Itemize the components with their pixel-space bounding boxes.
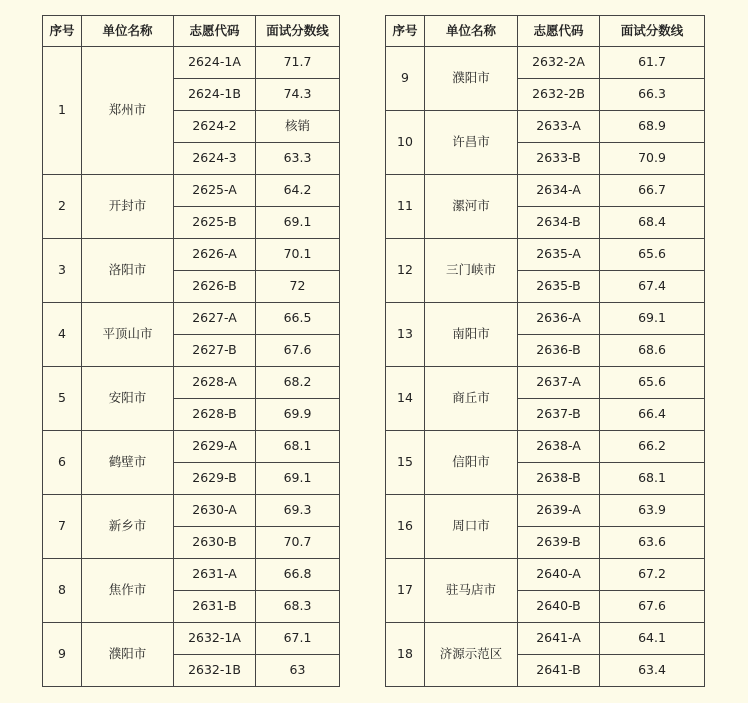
table-row <box>386 495 705 527</box>
cell-code: 2629-A <box>174 431 256 463</box>
cell-unit: 信阳市 <box>425 431 518 495</box>
cell-code: 2625-B <box>174 207 256 239</box>
cell-code: 2641-A <box>518 623 600 655</box>
cell-score: 63 <box>256 655 340 687</box>
cell-unit: 南阳市 <box>425 303 518 367</box>
header-unit: 单位名称 <box>82 16 174 47</box>
table-row <box>386 47 705 79</box>
cell-no: 1 <box>43 47 82 175</box>
cell-no: 12 <box>386 239 425 303</box>
cell-code: 2630-B <box>174 527 256 559</box>
cell-code: 2638-B <box>518 463 600 495</box>
cell-code: 2636-A <box>518 303 600 335</box>
cell-unit: 许昌市 <box>425 111 518 175</box>
cell-no: 6 <box>43 431 82 495</box>
cell-no: 2 <box>43 175 82 239</box>
cell-code: 2624-3 <box>174 143 256 175</box>
cell-score: 69.9 <box>256 399 340 431</box>
cell-no: 16 <box>386 495 425 559</box>
cell-score: 63.6 <box>600 527 705 559</box>
cell-score: 68.2 <box>256 367 340 399</box>
cell-code: 2639-B <box>518 527 600 559</box>
cell-score: 65.6 <box>600 367 705 399</box>
cell-score: 68.4 <box>600 207 705 239</box>
cell-no: 5 <box>43 367 82 431</box>
cell-score: 69.1 <box>256 207 340 239</box>
cell-code: 2640-A <box>518 559 600 591</box>
table-header-row <box>43 16 340 47</box>
cell-code: 2640-B <box>518 591 600 623</box>
cell-no: 3 <box>43 239 82 303</box>
cell-unit: 郑州市 <box>82 47 174 175</box>
cell-unit: 漯河市 <box>425 175 518 239</box>
cell-unit: 濮阳市 <box>425 47 518 111</box>
cell-score: 核销 <box>256 111 340 143</box>
cell-code: 2633-B <box>518 143 600 175</box>
cell-score: 69.3 <box>256 495 340 527</box>
cell-code: 2632-2B <box>518 79 600 111</box>
table-row <box>43 495 340 527</box>
table-row <box>43 559 340 591</box>
cell-unit: 三门峡市 <box>425 239 518 303</box>
cell-score: 67.2 <box>600 559 705 591</box>
cell-no: 8 <box>43 559 82 623</box>
cell-unit: 周口市 <box>425 495 518 559</box>
cell-score: 63.4 <box>600 655 705 687</box>
cell-score: 67.6 <box>256 335 340 367</box>
cell-score: 68.3 <box>256 591 340 623</box>
cell-code: 2631-A <box>174 559 256 591</box>
cell-code: 2627-B <box>174 335 256 367</box>
cell-score: 74.3 <box>256 79 340 111</box>
cell-score: 68.9 <box>600 111 705 143</box>
cell-code: 2627-A <box>174 303 256 335</box>
cell-score: 64.2 <box>256 175 340 207</box>
cell-code: 2635-B <box>518 271 600 303</box>
cell-code: 2639-A <box>518 495 600 527</box>
cell-code: 2634-A <box>518 175 600 207</box>
cell-code: 2632-2A <box>518 47 600 79</box>
cell-code: 2633-A <box>518 111 600 143</box>
cell-code: 2630-A <box>174 495 256 527</box>
score-table-right <box>385 15 705 687</box>
table-row <box>386 367 705 399</box>
table-row <box>386 623 705 655</box>
cell-no: 10 <box>386 111 425 175</box>
cell-score: 68.6 <box>600 335 705 367</box>
header-no: 序号 <box>43 16 82 47</box>
cell-score: 67.1 <box>256 623 340 655</box>
cell-no: 4 <box>43 303 82 367</box>
cell-score: 61.7 <box>600 47 705 79</box>
cell-code: 2625-A <box>174 175 256 207</box>
header-code: 志愿代码 <box>174 16 256 47</box>
cell-no: 11 <box>386 175 425 239</box>
cell-score: 69.1 <box>256 463 340 495</box>
table-row <box>43 303 340 335</box>
cell-code: 2624-1B <box>174 79 256 111</box>
cell-score: 70.9 <box>600 143 705 175</box>
header-code: 志愿代码 <box>518 16 600 47</box>
cell-score: 68.1 <box>600 463 705 495</box>
cell-code: 2629-B <box>174 463 256 495</box>
cell-code: 2632-1B <box>174 655 256 687</box>
cell-code: 2631-B <box>174 591 256 623</box>
cell-unit: 济源示范区 <box>425 623 518 687</box>
cell-score: 70.1 <box>256 239 340 271</box>
cell-unit: 洛阳市 <box>82 239 174 303</box>
cell-score: 65.6 <box>600 239 705 271</box>
cell-unit: 新乡市 <box>82 495 174 559</box>
cell-score: 67.4 <box>600 271 705 303</box>
cell-score: 66.7 <box>600 175 705 207</box>
cell-score: 72 <box>256 271 340 303</box>
cell-code: 2637-B <box>518 399 600 431</box>
cell-code: 2635-A <box>518 239 600 271</box>
cell-code: 2641-B <box>518 655 600 687</box>
cell-score: 66.2 <box>600 431 705 463</box>
cell-unit: 焦作市 <box>82 559 174 623</box>
header-unit: 单位名称 <box>425 16 518 47</box>
table-row <box>386 239 705 271</box>
cell-unit: 濮阳市 <box>82 623 174 687</box>
cell-score: 66.3 <box>600 79 705 111</box>
cell-no: 9 <box>386 47 425 111</box>
cell-code: 2634-B <box>518 207 600 239</box>
cell-score: 67.6 <box>600 591 705 623</box>
cell-unit: 平顶山市 <box>82 303 174 367</box>
cell-code: 2626-A <box>174 239 256 271</box>
table-row <box>386 431 705 463</box>
cell-score: 64.1 <box>600 623 705 655</box>
cell-code: 2632-1A <box>174 623 256 655</box>
cell-no: 7 <box>43 495 82 559</box>
header-no: 序号 <box>386 16 425 47</box>
table-row <box>43 175 340 207</box>
cell-unit: 开封市 <box>82 175 174 239</box>
header-score: 面试分数线 <box>600 16 705 47</box>
cell-score: 66.8 <box>256 559 340 591</box>
table-row <box>43 431 340 463</box>
cell-no: 17 <box>386 559 425 623</box>
cell-no: 13 <box>386 303 425 367</box>
cell-score: 66.5 <box>256 303 340 335</box>
cell-code: 2637-A <box>518 367 600 399</box>
cell-code: 2636-B <box>518 335 600 367</box>
table-row <box>43 623 340 655</box>
cell-code: 2624-1A <box>174 47 256 79</box>
table-row <box>43 239 340 271</box>
cell-code: 2628-B <box>174 399 256 431</box>
cell-no: 15 <box>386 431 425 495</box>
cell-score: 68.1 <box>256 431 340 463</box>
cell-unit: 安阳市 <box>82 367 174 431</box>
table-row <box>386 559 705 591</box>
cell-code: 2626-B <box>174 271 256 303</box>
table-row <box>43 47 340 79</box>
header-score: 面试分数线 <box>256 16 340 47</box>
cell-score: 71.7 <box>256 47 340 79</box>
cell-no: 14 <box>386 367 425 431</box>
cell-no: 18 <box>386 623 425 687</box>
cell-code: 2638-A <box>518 431 600 463</box>
cell-unit: 商丘市 <box>425 367 518 431</box>
cell-score: 63.3 <box>256 143 340 175</box>
cell-no: 9 <box>43 623 82 687</box>
table-header-row <box>386 16 705 47</box>
table-row <box>386 111 705 143</box>
cell-code: 2628-A <box>174 367 256 399</box>
cell-unit: 驻马店市 <box>425 559 518 623</box>
cell-score: 66.4 <box>600 399 705 431</box>
cell-unit: 鹤壁市 <box>82 431 174 495</box>
score-table-left <box>42 15 340 687</box>
table-row <box>386 303 705 335</box>
table-row <box>43 367 340 399</box>
table-row <box>386 175 705 207</box>
cell-score: 63.9 <box>600 495 705 527</box>
cell-code: 2624-2 <box>174 111 256 143</box>
cell-score: 70.7 <box>256 527 340 559</box>
cell-score: 69.1 <box>600 303 705 335</box>
